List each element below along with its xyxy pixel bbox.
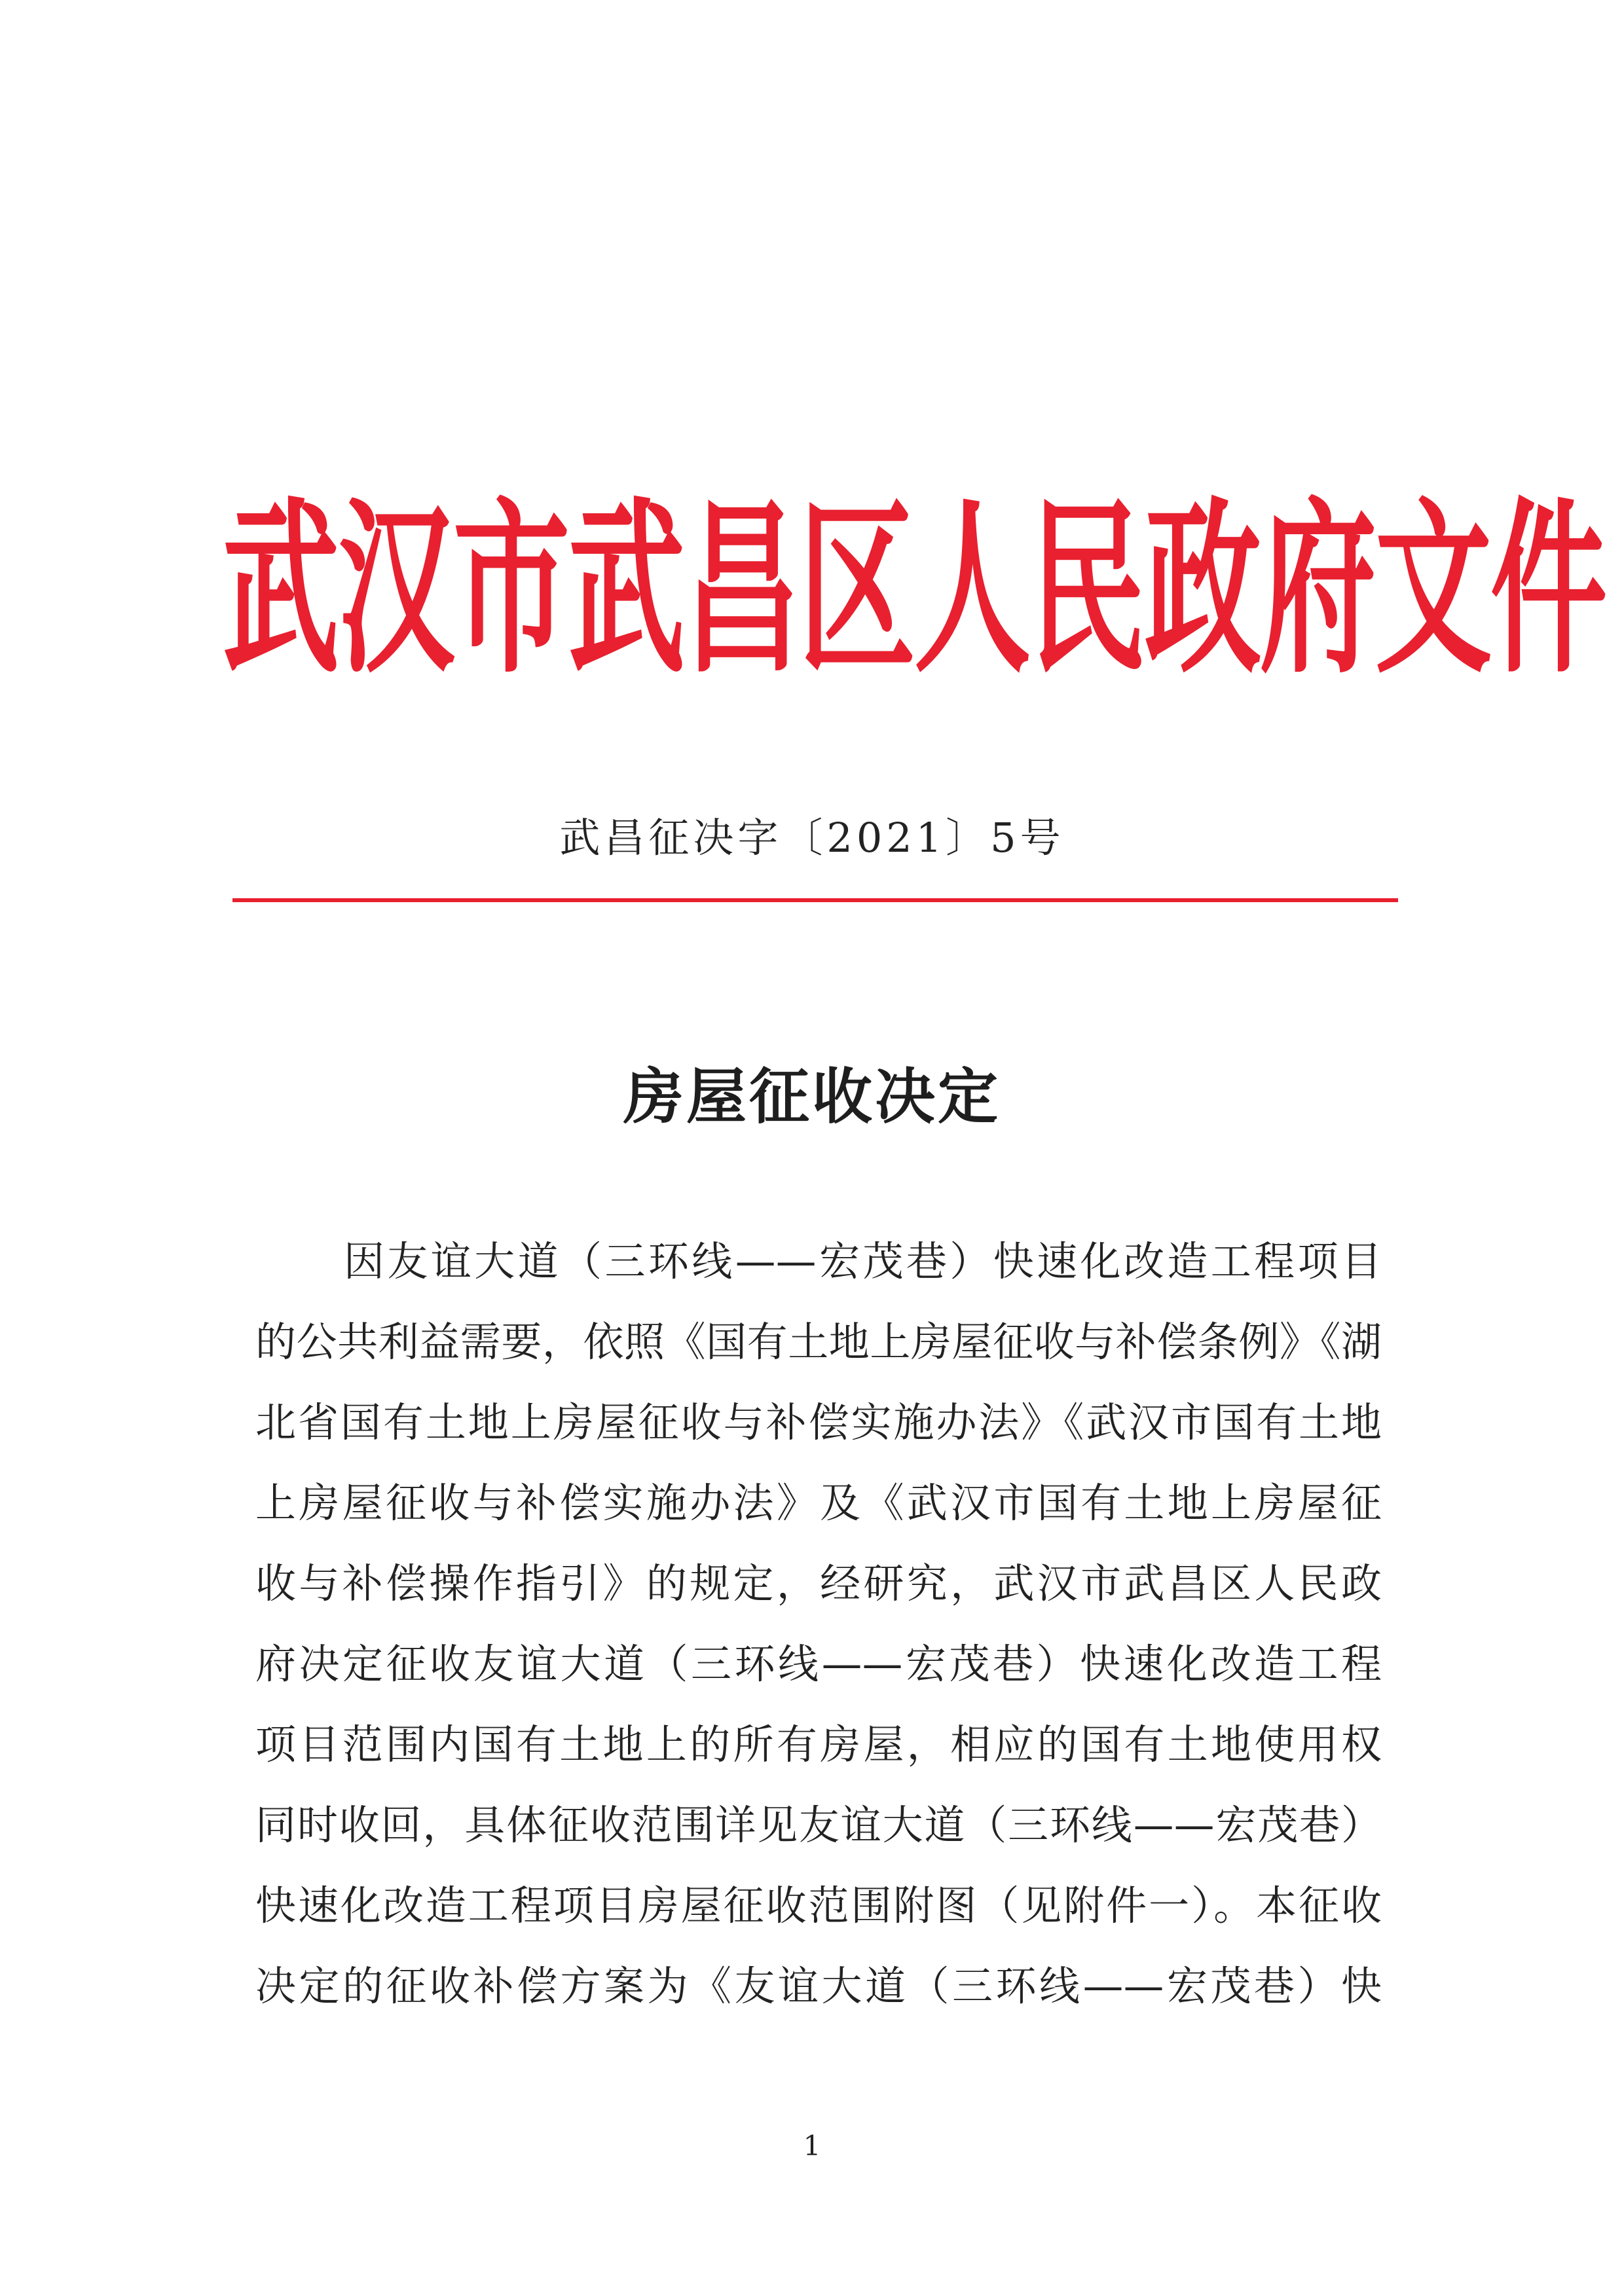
body-line: 府决定征收友谊大道（三环线——宏茂巷）快速化改造工程 xyxy=(255,1640,1382,1688)
body-paragraph xyxy=(255,1221,1382,2026)
red-divider-line xyxy=(232,898,1398,902)
body-line: 决定的征收补偿方案为《友谊大道（三环线——宏茂巷）快 xyxy=(255,1962,1382,2010)
body-line: 项目范围内国有土地上的所有房屋，相应的国有土地使用权 xyxy=(255,1721,1382,1768)
page-number: 1 xyxy=(803,2130,821,2162)
body-line: 北省国有土地上房屋征收与补偿实施办法》《武汉市国有土地 xyxy=(255,1398,1382,1446)
body-line: 收与补偿操作指引》的规定，经研究，武汉市武昌区人民政 xyxy=(255,1559,1382,1607)
masthead-title: 武汉市武昌区人民政府文件 xyxy=(223,479,1606,699)
body-line: 快速化改造工程项目房屋征收范围附图（见附件一）。本征收 xyxy=(255,1882,1382,1929)
document-title: 房屋征收决定 xyxy=(623,1061,1001,1132)
body-line: 上房屋征收与补偿实施办法》及《武汉市国有土地上房屋征 xyxy=(255,1479,1382,1527)
body-line: 因友谊大道（三环线——宏茂巷）快速化改造工程项目 xyxy=(344,1237,1382,1285)
body-line: 的公共利益需要，依照《国有土地上房屋征收与补偿条例》《湖 xyxy=(255,1318,1382,1366)
document-number: 武昌征决字〔2021〕5号 xyxy=(559,814,1065,862)
body-line: 同时收回，具体征收范围详见友谊大道（三环线——宏茂巷） xyxy=(255,1801,1382,1849)
